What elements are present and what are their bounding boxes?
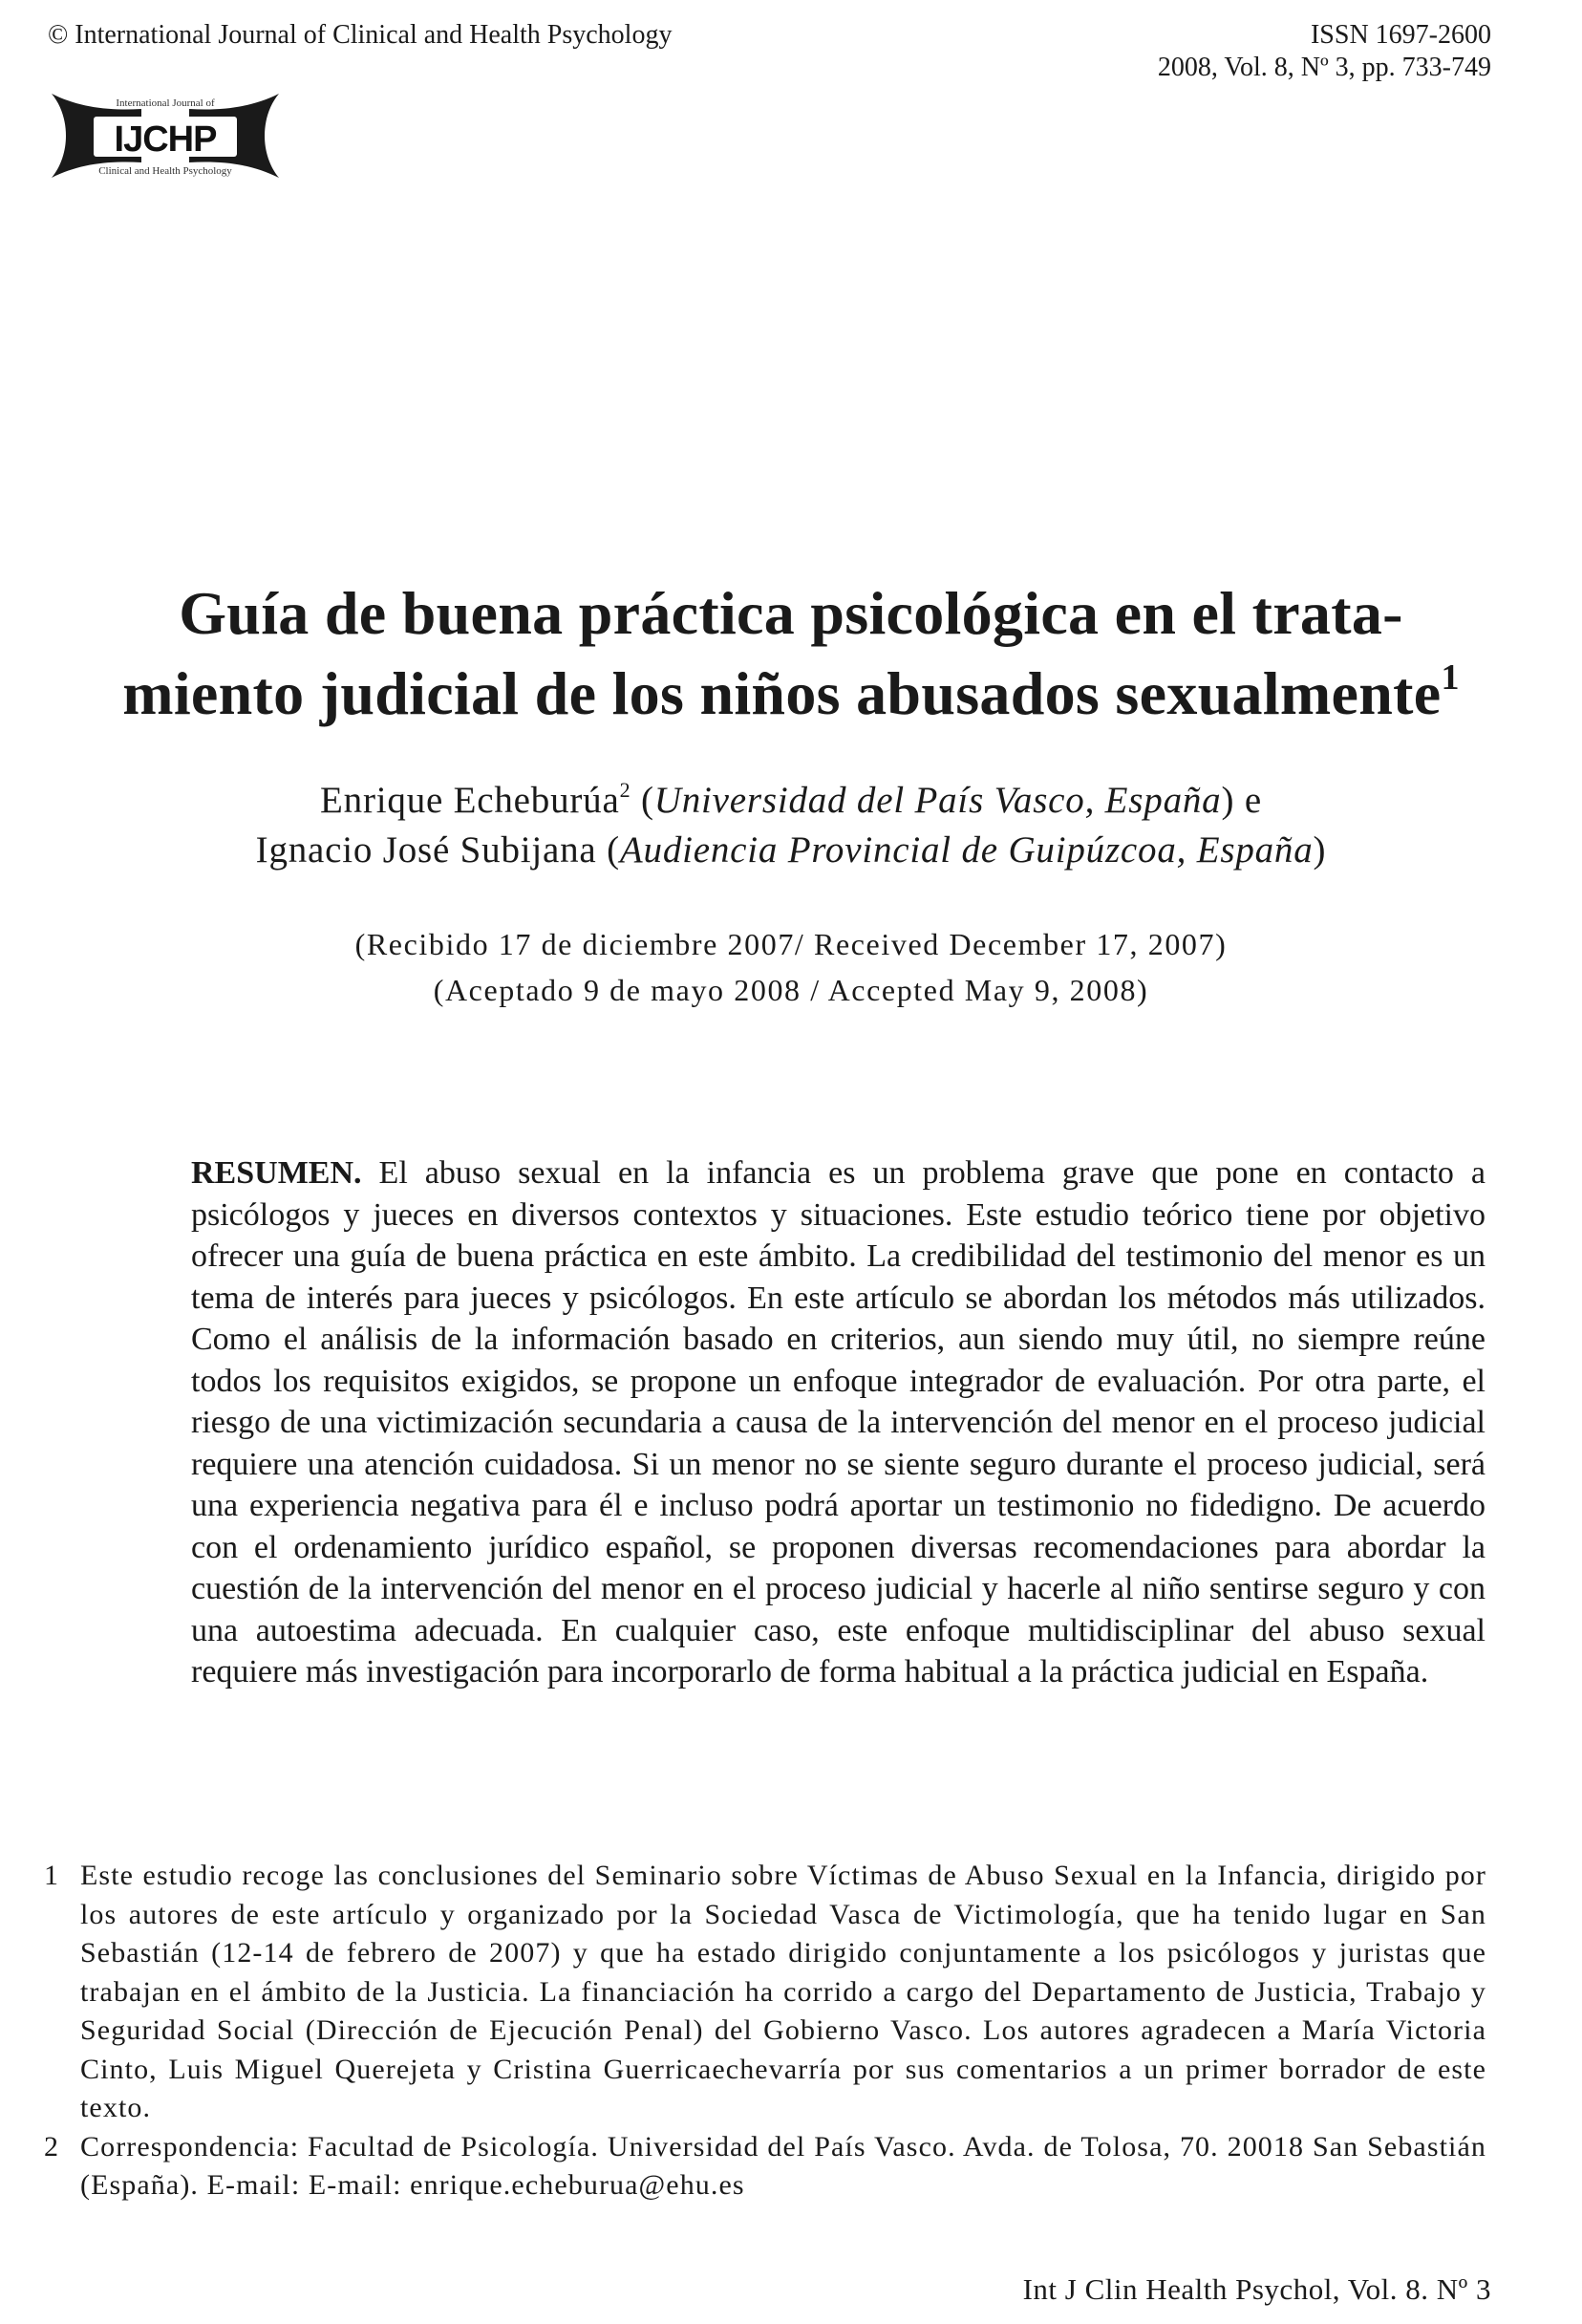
author-name: Ignacio José Subijana [255,829,597,871]
author-affiliation: Universidad del País Vasco, España [653,780,1222,821]
title-line-1: Guía de buena práctica psicológica en el trata- [179,579,1403,647]
author-footnote-mark: 2 [619,778,631,802]
journal-copyright-line: © International Journal of Clinical and Health Psychology [48,20,673,50]
issn: ISSN 1697-2600 [1310,20,1491,50]
received-date: (Recibido 17 de diciembre 2007/ Received December 17, 2007) [354,927,1228,961]
page-footer-citation: Int J Clin Health Psychol, Vol. 8. Nº 3 [1022,2272,1491,2306]
article-title [38,573,1544,734]
author-name: Enrique Echeburúa [320,780,620,821]
volume-line: 2008, Vol. 8, Nº 3, pp. 733-749 [1157,53,1491,82]
ijchp-logo [50,92,281,180]
footnote [44,2128,1486,2206]
abstract-text: El abuso sexual en la infancia es un problema grave que pone en contacto a psicólogos y jueces en diversos contextos y situaciones. Este estudio teórico tiene por objetivo ofrecer una guía de buena práctica en este ámbito. La credibilidad del testimonio del menor es un tema de interés para jueces y psicólogos. En este artículo se abordan los métodos más utilizados. Como el análisis de la información basado en criterios, aun siendo muy útil, no siempre reúne todos los requisitos exigidos, se propone un enfoque integrador de evaluación. Por otra parte, el riesgo de una victimización secundaria a causa de la intervención del menor en el proceso judicial requiere una atención cuidadosa. Si un menor no se siente seguro durante el proceso judicial, será una experiencia negativa para él e incluso podrá aportar un testimonio no fidedigno. De acuerdo con el ordenamiento jurídico español, se proponen diversas recomendaciones para abordar la cuestión de la intervención del menor en el proceso judicial y hacerle al niño sentirse seguro y con una autoestima adecuada. En cualquier caso, este enfoque multidisciplinar del abuso sexual requiere más investigación para incorporarlo de forma habitual a la práctica judicial en España. [191,1155,1486,1689]
author-affiliation: Audiencia Provincial de Guipúzcoa, España [619,829,1314,871]
author-line-1: Enrique Echeburúa$^2$ (Universidad del País Vasco, España) e [320,778,1262,821]
footnote-text: Correspondencia: Facultad de Psicología. Universidad del País Vasco. Avda. de Tolosa, 70. 20018 San Sebastián (España). E-mail: E-mail: enrique.echeburua@ehu.es [80,2130,1486,2201]
footnotes [44,1857,1486,2206]
accepted-date: (Aceptado 9 de mayo 2008 / Accepted May 9, 2008) [433,973,1149,1007]
footnote-number: 1 [44,1860,60,1891]
footnote-number: 2 [44,2130,60,2163]
abstract-label: RESUMEN. [191,1155,362,1191]
logo-bottom-text: Clinical and Health Psychology [98,165,232,177]
footnote-text: Este estudio recoge las conclusiones del Seminario sobre Víctimas de Abuso Sexual en la Infancia, dirigido por los autores de este artículo y organizado por la Sociedad Vasca de Victimología, que ha tenido lugar en San Sebastián (12-14 de febrero de 2007) y que ha estado dirigido conjuntamente a los psicólogos y juristas que trabajan en el ámbito de la Justicia. La financiación ha corrido a cargo del Departamento de Justicia, Trabajo y Seguridad Social (Dirección de Ejecución Penal) del Gobierno Vasco. Los autores agradecen a María Victoria Cinto, Luis Miguel Querejeta y Cristina Guerricaechevarría por sus comentarios a un primer borrador de este texto. [80,1860,1486,2123]
submission-dates [38,921,1544,1013]
author-block [38,776,1544,875]
issue-info [1158,19,1491,84]
logo-top-text: International Journal of [116,97,215,109]
logo-acronym: IJCHP [114,119,217,160]
title-line-2 [38,654,1544,734]
author-conjunction: e [1244,780,1262,821]
author-line-2: Ignacio José Subijana (Audiencia Provincial de Guipúzcoa, España) [255,829,1327,871]
title-line-2-text: miento judicial de los niños abusados sexualmente [122,659,1442,727]
abstract [191,1152,1486,1693]
footnote [44,1857,1486,2128]
title-footnote-mark: 1 [1441,657,1460,698]
